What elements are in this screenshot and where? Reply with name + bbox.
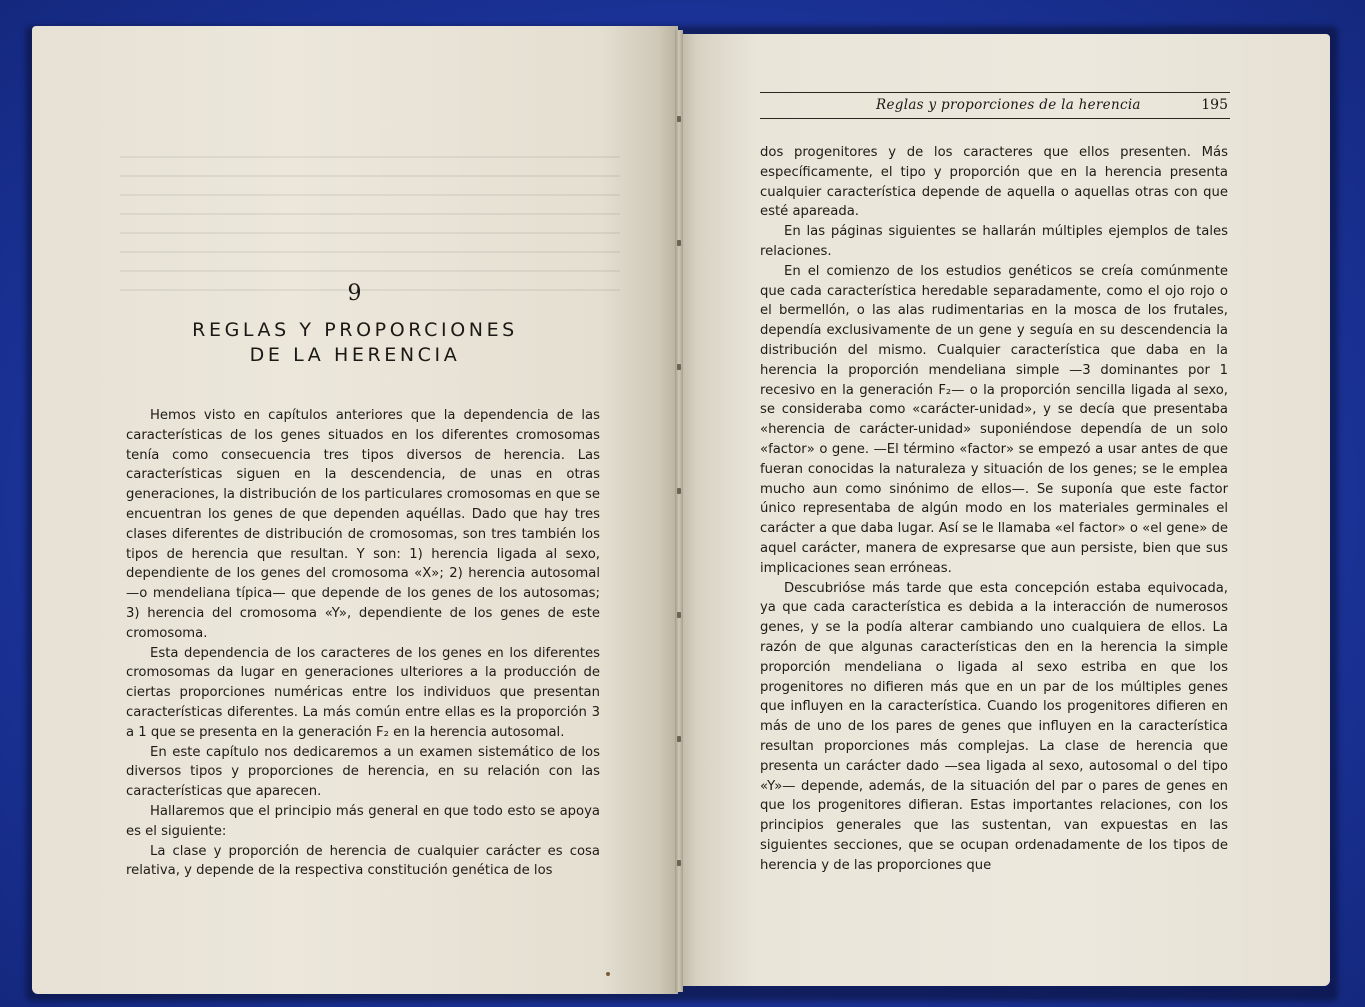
- paragraph: Descubrióse más tarde que esta concepción estaba equivocada, ya que cada característica es debida a la interacción de numerosos genes, y se la podía alterar cambiando uno cualquiera de ellos. La razón de que algunas características den en la herencia la simple proporción mendeliana o ligada al sexo estriba en que los progenitores no difieren más que en un par de los múltiples genes que influyen en la característica. Cuando los progenitores difieren en más de uno de los pares de genes que influyen en la característica resultan proporciones más complejas. La clase de herencia que presenta un carácter dado —sea ligada al sexo, autosomal o del tipo «Y»— depende, además, de la situación del par o pares de genes en que los progenitores difieran. Estas importantes relaciones, con los principios generales que las sustentan, van expuestas en las siguientes secciones, que se ocupan ordenadamente de los tipos de herencia y de las proporciones que: [760, 580, 1228, 873]
- binding-stitch: [677, 240, 681, 246]
- running-title: Reglas y proporciones de la herencia: [876, 97, 1141, 113]
- left-body-text: [126, 406, 600, 881]
- paragraph: dos progenitores y de los caracteres que ellos presenten. Más específicamente, el tipo y proporción que en la herencia presenta cualquier característica depende de aquella o aquellas otras con que esté apareada.: [760, 145, 1228, 220]
- left-page: [32, 26, 678, 994]
- binding-stitch: [677, 612, 681, 618]
- paragraph: Hemos visto en capítulos anteriores que la dependencia de las características de los genes situados en los diferentes cromosomas tenía como consecuencia tres tipos diversos de herencia. Las características siguen en la descendencia, de unas en otras generaciones, la distribución de los particulares cromosomas en que se encuentran los genes de que dependen aquéllas. Dado que hay tres clases diferentes de distribución de cromosomas, son tres también los tipos de herencia que resultan. Y son: 1) herencia ligada al sexo, dependiente de los genes del cromosoma «X»; 2) herencia autosomal —o mendeliana típica— que depende de los genes de los autosomas; 3) herencia del cromosoma «Y», dependiente de los genes de este cromosoma.: [126, 408, 600, 641]
- paragraph: En las páginas siguientes se hallarán múltiples ejemplos de tales relaciones.: [760, 224, 1228, 259]
- chapter-title-line: REGLAS Y PROPORCIONES: [192, 319, 518, 341]
- binding-stitch: [677, 736, 681, 742]
- right-page: [678, 34, 1330, 986]
- paragraph: En este capítulo nos dedicaremos a un examen sistemático de los diversos tipos y proporciones de herencia, en su relación con las características que aparecen.: [126, 744, 600, 800]
- paragraph: La clase y proporción de herencia de cualquier carácter es cosa relativa, y depende de la respectiva constitución genética de los: [126, 843, 600, 879]
- binding-stitch: [677, 364, 681, 370]
- page-number: 195: [1201, 97, 1228, 113]
- binding-stitch: [677, 116, 681, 122]
- paragraph: Esta dependencia de los caracteres de los genes en los diferentes cromosomas da lugar en generaciones ulteriores a la producción de ciertas proporciones numéricas entre los individuos que presentan características diferentes. La más común entre ellas es la proporción 3 a 1 que se presenta en la generación F₂ en la herencia autosomal.: [126, 645, 600, 740]
- book-gutter: [675, 30, 683, 992]
- chapter-title-line: DE LA HERENCIA: [249, 344, 461, 366]
- running-header: [760, 92, 1230, 119]
- binding-stitch: [677, 488, 681, 494]
- chapter-title: [32, 318, 678, 368]
- binding-stitch: [677, 860, 681, 866]
- paragraph: En el comienzo de los estudios genéticos se creía comúnmente que cada característica heredable separadamente, como el ojo rojo o el bermellón, o las alas rudimentarias en la mosca de los frutales, dependía exclusivamente de un gene y seguía en su descendencia la distribución del mismo. Cualquier característica que daba en la herencia la proporción mendeliana simple —3 dominantes por 1 recesivo en la generación F₂— o la proporción sencilla ligada al sexo, se consideraba como «carácter-unidad», y se decía que presentaba «herencia de carácter-unidad» suponiéndose dependía de un solo «factor» o gene. —El término «factor» se empezó a usar antes de que fueran conocidas la naturaleza y situación de los genes; se le emplea mucho aun como sinónimo de ellos—. Se suponía que este factor único representaba de algún modo en los materiales germinales el carácter a que daba lugar. Así se le llamaba «el factor» o «el gene» de aquel carácter, manera de expresarse que aun persiste, bien que sus implicaciones sean erróneas.: [760, 263, 1228, 576]
- chapter-number: 9: [347, 281, 363, 306]
- paragraph: Hallaremos que el principio más general en que todo esto se apoya es el siguiente:: [126, 803, 600, 839]
- bleed-through-text: [120, 156, 620, 296]
- paper-speck: [606, 972, 610, 976]
- right-body-text: [760, 143, 1228, 875]
